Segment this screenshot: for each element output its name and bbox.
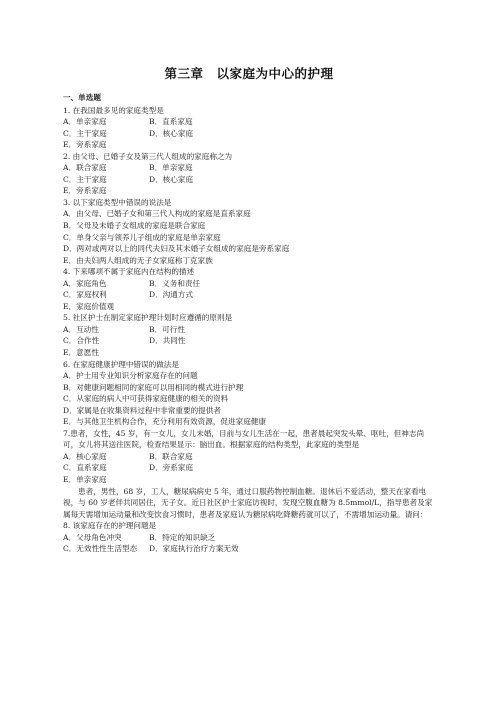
option: B．对健康问题相同的家庭可以用相同的模式进行护理 bbox=[63, 382, 244, 392]
option: D．核心家庭 bbox=[149, 128, 194, 138]
option: D．共同性 bbox=[149, 336, 186, 346]
option: D．家庭执行治疗方案无效 bbox=[149, 544, 239, 554]
option-row bbox=[63, 185, 435, 197]
question-stem: 1. 在我国最多见的家庭类型是 bbox=[63, 105, 164, 115]
question-stem: 3. 以下家庭类型中错误的说法是 bbox=[63, 197, 172, 207]
chapter-title: 第三章 以家庭为中心的护理 bbox=[164, 66, 334, 81]
option-row bbox=[63, 474, 435, 486]
option: D．沟通方式 bbox=[149, 290, 194, 300]
option: B．直系家庭 bbox=[149, 117, 193, 127]
option-row bbox=[63, 278, 435, 290]
question-stem: 6. 在家庭健康护理中错误的做法是 bbox=[63, 359, 179, 369]
option: E．旁系家庭 bbox=[63, 140, 107, 150]
option: E．旁系家庭 bbox=[63, 186, 107, 196]
option: A．联合家庭 bbox=[63, 163, 107, 173]
option: A．家庭角色 bbox=[63, 278, 107, 288]
option-row bbox=[63, 451, 435, 463]
option: A．护士用专业知识分析家庭存在的问题 bbox=[63, 371, 198, 381]
option-row bbox=[63, 139, 435, 151]
option: E．单亲家庭 bbox=[63, 475, 107, 484]
question-stem: 5. 社区护士在制定家庭护理计划时应遵循的原则是 bbox=[63, 313, 233, 323]
option-row bbox=[63, 335, 435, 347]
option: E．意愿性 bbox=[63, 347, 99, 357]
option: E．与其他卫生机构合作，充分利用有效资源，促进家庭健康 bbox=[63, 417, 266, 427]
option-row bbox=[63, 128, 435, 140]
question-stem: 7.患者，女性，45 岁，有一女儿，女儿未婚，目前与女儿生活在一起，患者晨起突发头晕、呕吐，但神志尚可，女儿将其送往医院，检查结果显示：脑出血。根据家庭的结构类型，此家庭的类型是 bbox=[63, 428, 425, 450]
option-row bbox=[63, 162, 435, 174]
option: B．可行性 bbox=[149, 324, 185, 334]
option: B．特定的知识缺乏 bbox=[149, 532, 216, 542]
document-page bbox=[63, 64, 435, 555]
option: A．由父母、已婚子女和第三代人构成的家庭是直系家庭 bbox=[63, 209, 251, 219]
option: C．从家庭的病人中可获得家庭健康的相关的资料 bbox=[63, 394, 229, 404]
section-heading: 一、单选题 bbox=[63, 93, 101, 102]
option: D．家属是在收集资料过程中非常重要的提供者 bbox=[63, 405, 221, 415]
option: A．单亲家庭 bbox=[63, 117, 107, 127]
option: A．父母角色冲突 bbox=[63, 532, 122, 542]
option: A．核心家庭 bbox=[63, 451, 107, 461]
option-row bbox=[63, 324, 435, 336]
option: B．联合家庭 bbox=[149, 451, 193, 461]
option: B．义务和责任 bbox=[149, 278, 201, 288]
option: E．由夫妇两人组成的无子女家庭称丁克家族 bbox=[63, 255, 213, 265]
option: D．旁系家庭 bbox=[149, 463, 194, 473]
option: C．主干家庭 bbox=[63, 128, 107, 138]
option: C．主干家庭 bbox=[63, 174, 107, 184]
option: B．父母及未婚子女组成的家庭是联合家庭 bbox=[63, 220, 206, 230]
option: C．单身父亲与领养儿子组成的家庭是单亲家庭 bbox=[63, 232, 221, 242]
case-text: 患者，男性，68 岁，工人，糖尿病病史 5 年，通过口服药物控制血糖。退休后不爱活动，整天在家看电视，与 60 岁老伴共同居住，无子女。近日社区护士家庭访视时，发现空腹血糖为 8.5mmol/L，指导患者及家属每天需增加运动量和改变饮食习惯时，患者及家庭认为糖尿病吃降糖药就可以了，不需增加运动量。请问： bbox=[63, 486, 433, 519]
option-row bbox=[63, 174, 435, 186]
question-stem: 8. 该家庭存在的护理问题是 bbox=[63, 521, 157, 531]
option: C．直系家庭 bbox=[63, 463, 107, 473]
option-row bbox=[63, 532, 435, 544]
option-row bbox=[63, 289, 435, 301]
option: A．互动性 bbox=[63, 324, 99, 334]
option: C．家庭权利 bbox=[63, 290, 107, 300]
option: C．合作性 bbox=[63, 336, 100, 346]
option: E．家庭价值观 bbox=[63, 301, 115, 311]
option-row bbox=[63, 543, 435, 555]
question-stem: 4. 下来哪项不属于家庭内在结构的描述 bbox=[63, 267, 195, 277]
option: D．两对或两对以上的同代夫妇及其未婚子女组成的家庭是旁系家庭 bbox=[63, 244, 290, 254]
option-row bbox=[63, 347, 435, 359]
question-stem: 2. 由父母、已婚子女及第三代人组成的家庭称之为 bbox=[63, 151, 233, 161]
option: C．无效性性生活型态 bbox=[63, 544, 138, 554]
option: D．核心家庭 bbox=[149, 174, 194, 184]
option-row bbox=[63, 462, 435, 474]
option-row bbox=[63, 116, 435, 128]
option: B．单亲家庭 bbox=[149, 163, 193, 173]
option-row bbox=[63, 301, 435, 313]
